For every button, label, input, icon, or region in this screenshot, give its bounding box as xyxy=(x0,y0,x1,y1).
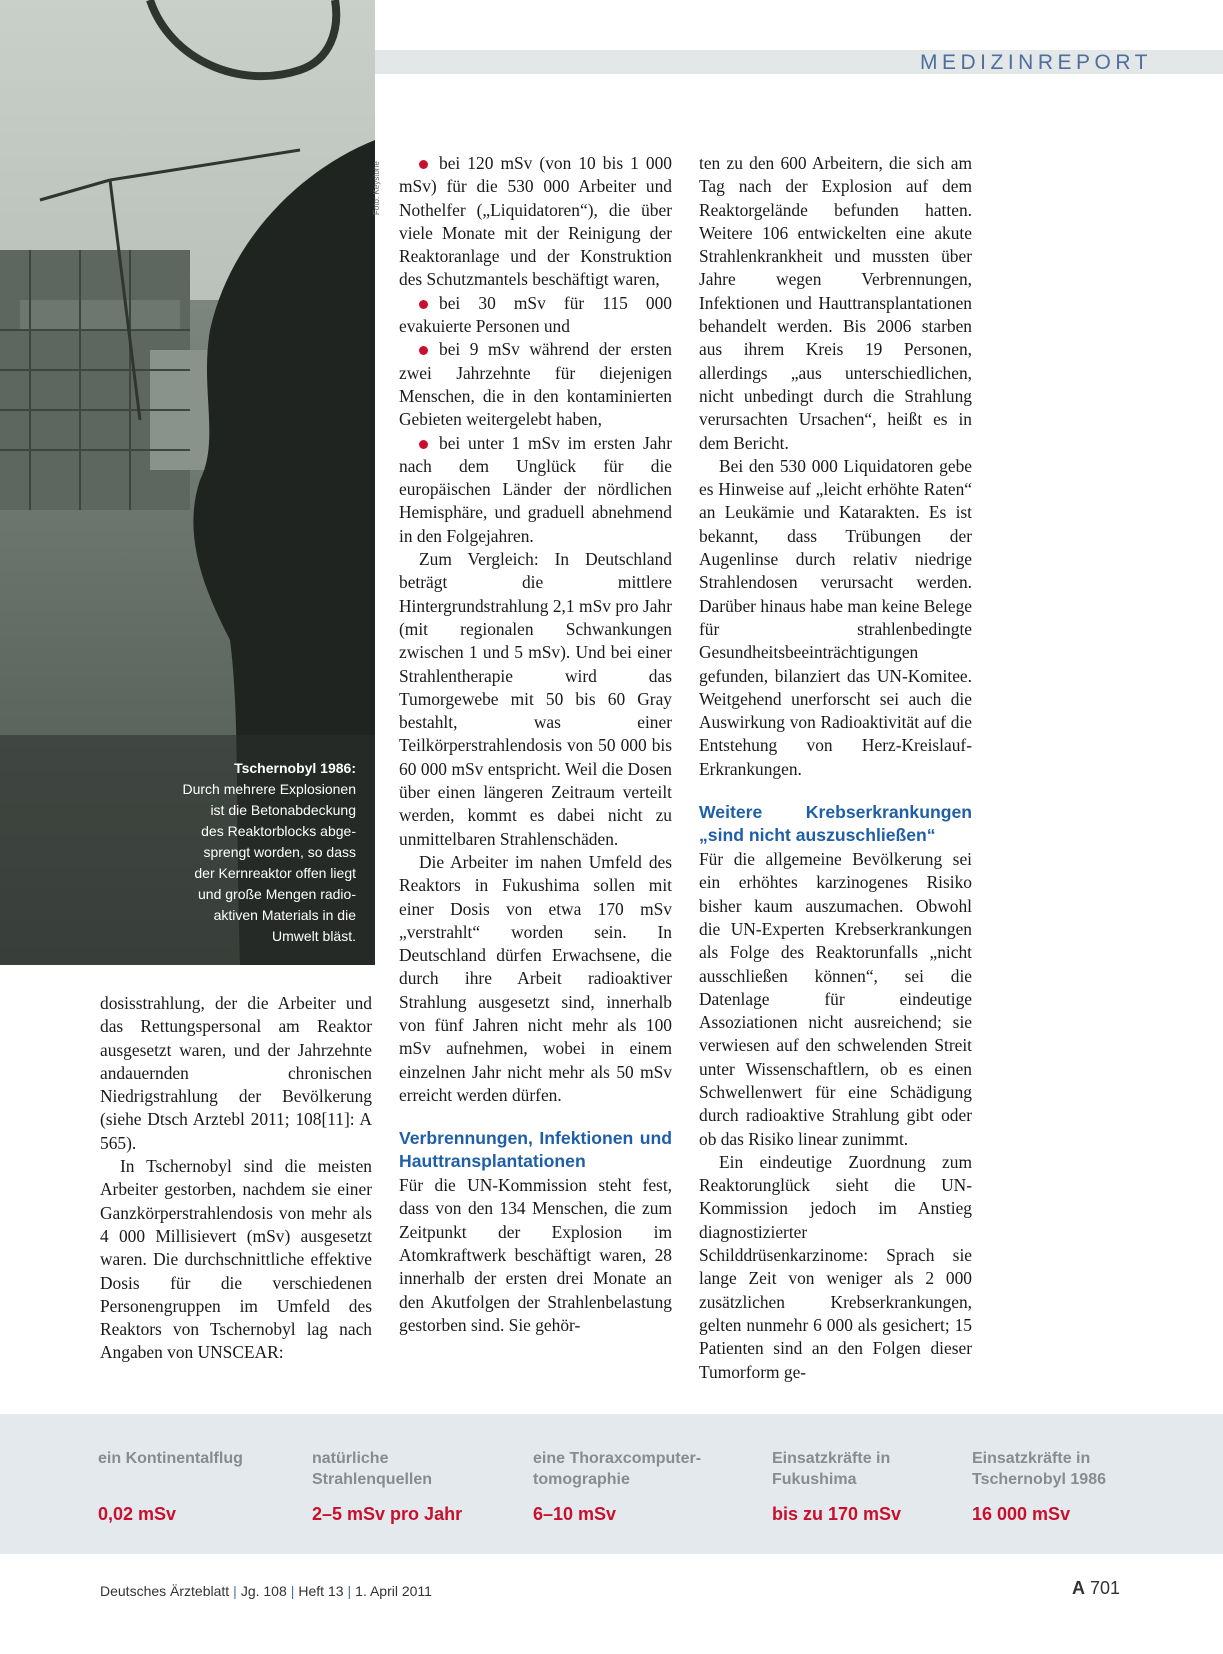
paragraph: In Tschernobyl sind die meisten Arbeiter gestorben, nachdem sie einer Ganzkörperstrahlendosis von mehr als 4 000 Millisievert (mSv) ausgesetzt waren. Die durchschnittliche effektive Dosis für die verschiedenen Personengruppen im Umfeld des Reaktors von Tschernobyl lag nach Angaben von UNSCEAR: xyxy=(100,1156,372,1363)
bullet-text: bei 9 mSv während der ersten zwei Jahrzehnte für diejenigen Menschen, die in den kontaminierten Gebieten weitergelebt haben, xyxy=(399,339,672,430)
separator: | xyxy=(347,1583,352,1599)
subheading: Verbrennungen, Infektionen und Hauttransplantationen xyxy=(399,1128,672,1171)
caption-text: Durch mehrere Explosionen ist die Betonabdeckung des Reaktorblocks abge- sprengt worden, so dass der Kernreaktor offen liegt und große Mengen radio- aktiven Materials in die Umwelt bläst. xyxy=(182,781,356,944)
bullet-text: bei 120 mSv (von 10 bis 1 000 mSv) für die 530 000 Arbeiter und Nothelfer („Liquidatoren“), die über viele Monate mit der Reinigung der Reaktoranlage und der Konstruktion des Schutzmantels beschäftigt waren, xyxy=(399,153,672,290)
subheading: Weitere Krebserkrankungen „sind nicht auszuschließen“ xyxy=(699,802,972,845)
dose-label: Einsatzkräfte in Fukushima xyxy=(772,1450,891,1488)
dose-item xyxy=(772,1448,902,1524)
paragraph: dosisstrahlung, der die Arbeiter und das Rettungspersonal am Reaktor ausgesetzt waren, und der Jahrzehnte andauernden chronischen Niedrigstrahlung der Bevölkerung (siehe Dtsch Arztebl 2011; 108[11]: A 565). xyxy=(100,993,372,1153)
section-label: MEDIZINREPORT xyxy=(920,51,1152,74)
journal-name: Deutsches Ärzteblatt xyxy=(100,1583,230,1599)
dose-label: eine Thoraxcomputer- tomographie xyxy=(533,1450,702,1488)
paragraph: ten zu den 600 Arbeitern, die sich am Tag nach der Explosion auf dem Reaktorgelände befunden hatten. Weitere 106 entwickelten eine akute Strahlenkrankheit und mussten über Jahre wegen Verbrennungen, Infektionen und Hauttransplantationen behandelt werden. Bis 2006 starben aus ihrem Kreis 19 Personen, allerdings „aus unterschiedlichen, nicht unbedingt durch die Strahlung verursachten Ursachen“, heißt es in dem Bericht. xyxy=(699,153,972,453)
date: 1. April 2011 xyxy=(355,1583,432,1599)
paragraph: Ein eindeutige Zuordnung zum Reaktorunglück sieht die UN-Kommission jedoch im Anstieg diagnostizierter Schilddrüsenkarzinome: Sprach sie lange Zeit von weniger als 2 000 zusätzlichen Krebserkrankungen, gelten nunmehr 6 000 als gesichert; 15 Patienten sind an den Folgen dieser Tumorform ge- xyxy=(699,1151,972,1382)
page-prefix: A xyxy=(1071,1578,1085,1598)
chernobyl-photo xyxy=(0,0,375,965)
separator: | xyxy=(233,1583,237,1599)
bullet-icon xyxy=(419,300,428,309)
dose-value: 2–5 mSv pro Jahr xyxy=(312,1504,463,1524)
dose-label: natürliche Strahlenquellen xyxy=(312,1450,433,1488)
paragraph: Die Arbeiter im nahen Umfeld des Reaktors in Fukushima sollen mit einer Dosis von etwa 170 mSv „verstrahlt“ worden sein. In Deutschland dürfen Erwachsene, die durch ihre Arbeit radioaktiver Strahlung ausgesetzt sind, innerhalb von fünf Jahren nicht mehr als 100 mSv aufnehmen, wobei in einem einzelnen Jahr nicht mehr als 50 mSv erreicht werden dürfen. xyxy=(399,851,672,1105)
paragraph: Zum Vergleich: In Deutschland beträgt die mittlere Hintergrundstrahlung 2,1 mSv pro Jahr (mit regionalen Schwankungen zwischen 1 und 5 mSv). Und bei einer Strahlentherapie wird das Tumorgewebe mit 50 bis 60 Gray bestahlt, was einer Teilkörperstrahlendosis von 50 000 bis 60 000 mSv entspricht. Weil die Dosen über einen längeren Zeitraum verteilt werden, kommt es dabei nicht zu unmittelbaren Strahlenschäden. xyxy=(399,549,672,849)
dose-value: 6–10 mSv xyxy=(533,1504,617,1524)
dose-value: bis zu 170 mSv xyxy=(772,1504,902,1524)
photo-credit: Foto: Keystone xyxy=(372,161,381,215)
paragraph: Für die UN-Kommission steht fest, dass von den 134 Menschen, die zum Zeitpunkt der Explosion im Atomkraftwerk beschäftigt waren, 28 innerhalb der ersten drei Monate an den Akutfolgen der Strahlenbelastung gestorben sind. Sie gehör- xyxy=(399,1175,672,1335)
bullet-text: bei unter 1 mSv im ersten Jahr nach dem Unglück für die europäischen Länder der nördlichen Hemisphäre, und graduell abnehmend in den Folgejahren. xyxy=(399,432,672,546)
bullet-text: bei 30 mSv für 115 000 evakuierte Personen und xyxy=(399,292,672,337)
dose-item xyxy=(312,1448,463,1524)
dose-value: 0,02 mSv xyxy=(98,1504,177,1524)
paragraph: Bei den 530 000 Liquidatoren gebe es Hinweise auf „leicht erhöhte Raten“ an Leukämie und Katarakten. Es ist bekannt, dass Trübungen der Augenlinse durch relativ niedrige Strahlendosen verursacht werden. Darüber hinaus habe man keine Belege für strahlenbedingte Gesundheitsbeeinträchtigungen gefunden, bilanziert das UN-Komitee. Weitgehend unerforscht sei auch die Auswirkung von Radioaktivität auf die Entstehung von Herz-Kreislauf-Erkrankungen. xyxy=(699,455,972,779)
photo-caption xyxy=(96,758,356,947)
bullet-icon xyxy=(419,346,428,355)
page-number xyxy=(1072,1578,1120,1599)
body-column-1 xyxy=(100,992,372,1365)
dose-label: ein Kontinentalflug xyxy=(98,1450,243,1467)
dose-item xyxy=(98,1448,243,1524)
footer-citation xyxy=(100,1583,432,1599)
separator: | xyxy=(290,1583,295,1599)
paragraph: Für die allgemeine Bevölkerung sei ein erhöhtes karzinogenes Risiko bisher kaum auszumachen. Obwohl die UN-Experten Krebserkrankungen als Folge des Reaktorunfalls „nicht ausschließen können“, sei die Datenlage für eindeutige Assoziationen nicht ausreichend; sie verwiesen auf den schwelenden Streit unter Wissenschaftlern, ob es einen Schwellenwert für eine Schädigung durch radioaktive Strahlung gibt oder ob das Risiko linear zunimmt. xyxy=(699,849,972,1149)
dose-comparison-box xyxy=(0,1414,1223,1554)
dose-item xyxy=(972,1448,1106,1524)
caption-title: Tschernobyl 1986: xyxy=(234,760,356,776)
page-number-value: 701 xyxy=(1089,1578,1120,1598)
dose-item xyxy=(533,1448,702,1524)
body-column-2 xyxy=(399,152,672,1337)
dose-label: Einsatzkräfte in Tschernobyl 1986 xyxy=(972,1450,1106,1488)
volume: Jg. 108 xyxy=(240,1583,287,1599)
issue: Heft 13 xyxy=(298,1583,344,1599)
bullet-icon xyxy=(419,440,428,449)
body-column-3 xyxy=(699,152,972,1384)
dose-value: 16 000 mSv xyxy=(972,1504,1071,1524)
bullet-icon xyxy=(419,160,428,169)
